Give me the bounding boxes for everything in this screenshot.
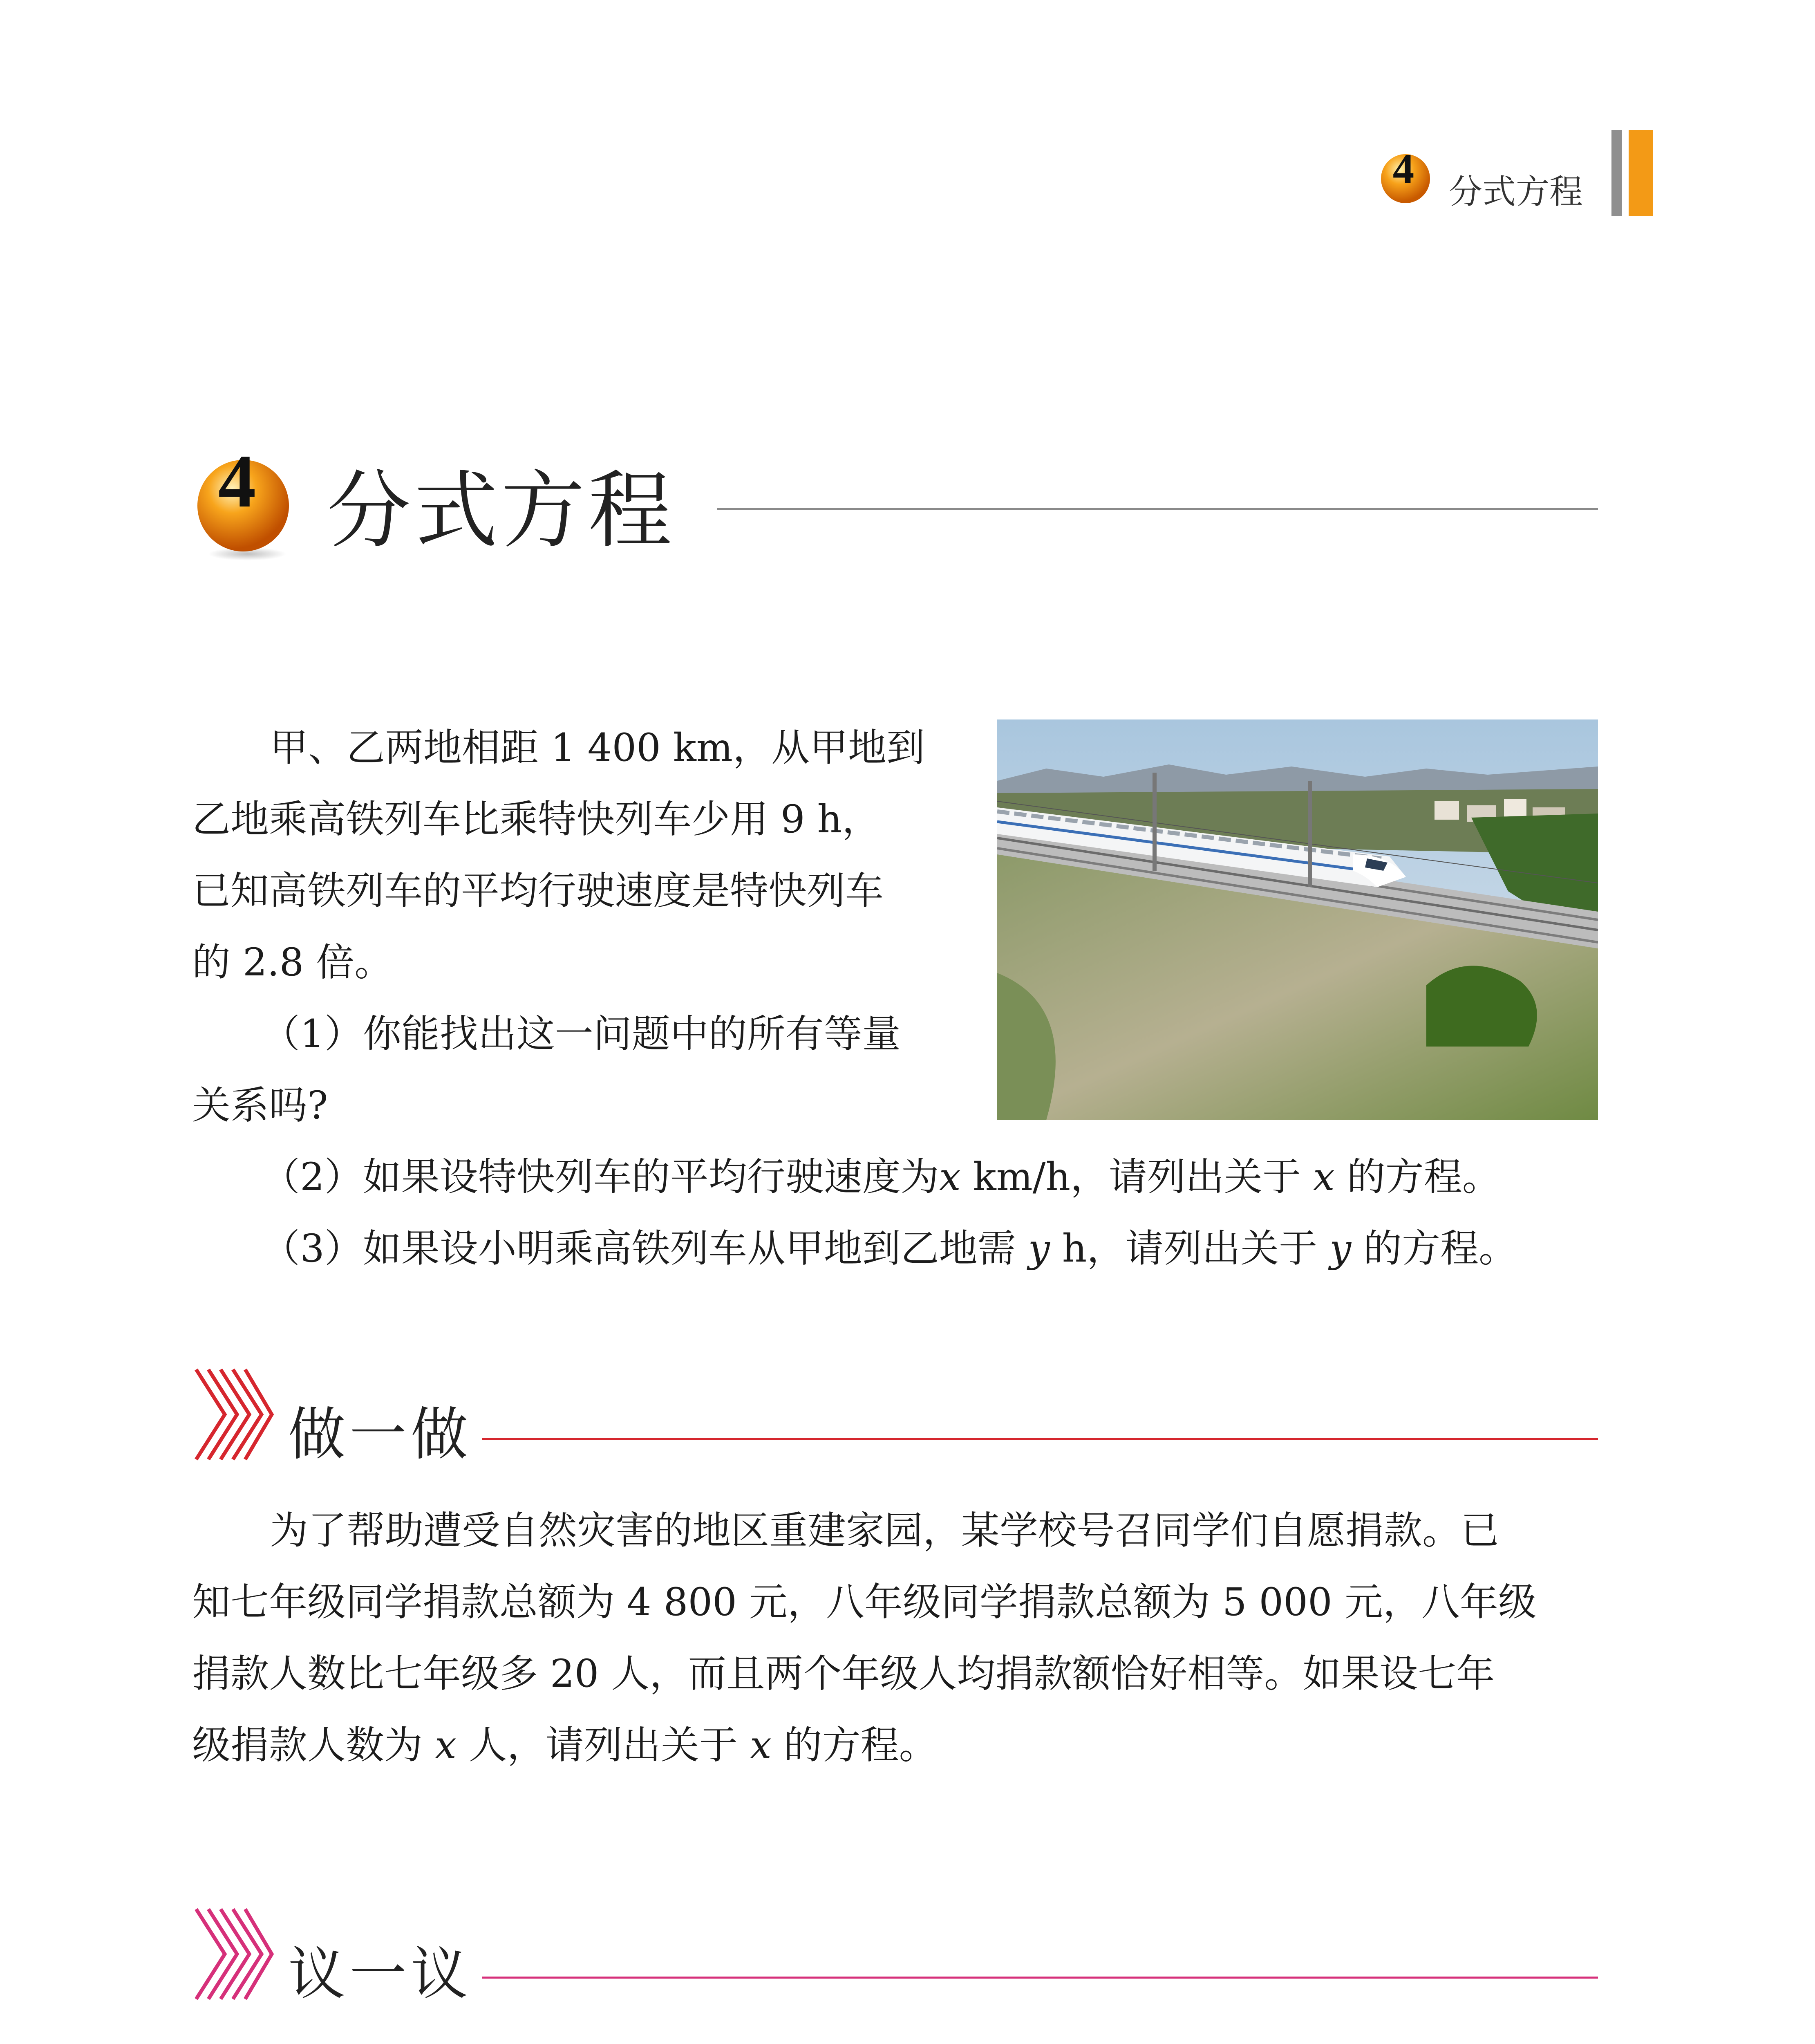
variable-x: x [434, 1723, 457, 1768]
activity-title-discuss: 议一议 [288, 1941, 472, 2008]
question-3: （3）如果设小明乘高铁列车从甲地到乙地需 y h，请列出关于 y 的方程。 [262, 1226, 1517, 1271]
question-2: （2）如果设特快列车的平均行驶速度为x km/h，请列出关于 x 的方程。 [262, 1155, 1501, 1199]
chevron-arrows-icon [192, 1361, 274, 1468]
variable-y: y [1028, 1226, 1050, 1271]
activity-title-rule [482, 1438, 1598, 1440]
high-speed-train-photo [997, 719, 1598, 1120]
variable-x: x [750, 1723, 772, 1768]
header-chapter-number: 4 [1392, 145, 1414, 193]
activity-title-do: 做一做 [288, 1401, 472, 1468]
section-title: 分式方程 [327, 462, 675, 560]
activity1-line-4: 级捐款人数为 x 人，请列出关于 x 的方程。 [192, 1723, 938, 1768]
question-1-line-2: 关系吗? [192, 1083, 328, 1128]
header-gray-bar [1611, 130, 1622, 216]
intro-line-1: 甲、乙两地相距 1 400 km，从甲地到 [270, 726, 925, 770]
question-1-line-1: （1）你能找出这一问题中的所有等量 [262, 1012, 901, 1056]
section-number: 4 [218, 439, 256, 523]
activity1-line-1: 为了帮助遭受自然灾害的地区重建家园，某学校号召同学们自愿捐款。已 [270, 1508, 1499, 1553]
header-chapter-title: 分式方程 [1449, 173, 1583, 211]
section-title-rule [717, 508, 1598, 510]
header-orange-bar [1629, 130, 1653, 216]
variable-y: y [1329, 1226, 1352, 1271]
intro-line-3: 已知高铁列车的平均行驶速度是特快列车 [192, 869, 884, 913]
variable-x: x [1313, 1155, 1335, 1199]
activity-title-rule [482, 1977, 1598, 1979]
variable-x: x [939, 1155, 961, 1199]
chevron-arrows-icon [192, 1901, 274, 2007]
activity1-line-3: 捐款人数比七年级多 20 人，而且两个年级人均捐款额恰好相等。如果设七年 [192, 1652, 1495, 1696]
activity1-line-2: 知七年级同学捐款总额为 4 800 元，八年级同学捐款总额为 5 000 元，八年级 [192, 1580, 1537, 1625]
intro-line-4: 的 2.8 倍。 [192, 940, 393, 985]
intro-line-2: 乙地乘高铁列车比乘特快列车少用 9 h， [192, 797, 881, 842]
